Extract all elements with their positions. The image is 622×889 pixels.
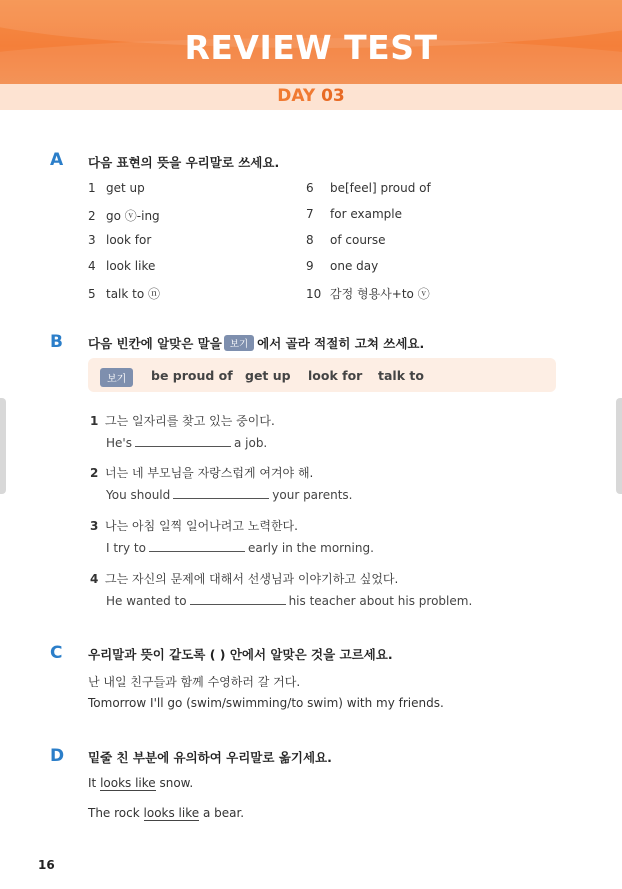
answer-blank[interactable]: [173, 487, 269, 499]
question-number: 2: [90, 466, 99, 480]
sentence-after: your parents.: [272, 488, 353, 502]
list-item: [88, 181, 145, 195]
sentence-post: a bear.: [199, 806, 245, 820]
header-banner: [0, 0, 622, 84]
word-bank-word: get up: [245, 368, 291, 383]
page-title: REVIEW TEST: [184, 28, 438, 67]
sentence-before: I try to: [106, 541, 146, 555]
section-b-letter: B: [50, 332, 63, 352]
underlined-phrase: looks like: [143, 806, 200, 820]
sentence-pre: It: [88, 776, 101, 790]
item-number: 4: [88, 259, 96, 273]
question-korean-text: 나는 아침 일찍 일어나려고 노력한다.: [105, 519, 298, 533]
instruction-pre: 다음 빈칸에 알맞은 말을: [88, 336, 222, 351]
section-c-letter: C: [50, 643, 63, 663]
section-c-english: Tomorrow I'll go (swim/swimming/to swim) with my friends.: [88, 696, 444, 710]
item-text: get up: [106, 181, 145, 195]
list-item: [88, 285, 160, 302]
item-number: 5: [88, 287, 96, 301]
sentence-after: his teacher about his problem.: [288, 594, 473, 608]
answer-blank[interactable]: [149, 540, 245, 552]
answer-blank[interactable]: [135, 435, 231, 447]
list-item: [306, 285, 430, 302]
item-text: be[feel] proud of: [330, 181, 431, 195]
item-text: talk to ⓝ: [106, 287, 161, 301]
question-korean-text: 너는 네 부모님을 자랑스럽게 여겨야 해.: [105, 466, 314, 480]
word-bank-tag: 보기: [100, 368, 133, 387]
bogi-inline-tag: 보기: [224, 335, 254, 351]
question-korean: [90, 570, 398, 587]
sentence-after: early in the morning.: [247, 541, 374, 555]
sentence-after: a job.: [233, 436, 268, 450]
section-a-letter: A: [50, 150, 64, 170]
question-english: [106, 487, 352, 502]
item-text: look like: [106, 259, 156, 273]
word-bank-word: look for: [308, 368, 363, 383]
list-item: [306, 181, 431, 195]
question-korean: [90, 464, 313, 481]
item-number: 8: [306, 233, 314, 247]
instruction-post: 에서 골라 적절히 고쳐 쓰세요.: [257, 336, 425, 351]
item-number: 1: [88, 181, 96, 195]
item-number: 6: [306, 181, 314, 195]
question-english: [106, 593, 472, 608]
question-korean-text: 그는 일자리를 찾고 있는 중이다.: [105, 414, 275, 428]
item-text: go ⓥ-ing: [106, 209, 160, 223]
list-item: [88, 207, 160, 224]
day-prefix: DAY: [277, 86, 316, 106]
list-item: [306, 233, 386, 247]
item-text: look for: [106, 233, 152, 247]
item-number: 9: [306, 259, 314, 273]
section-c-instruction: 우리말과 뜻이 같도록 ( ) 안에서 알맞은 것을 고르세요.: [88, 647, 393, 662]
list-item: [88, 233, 151, 247]
page-edge-tab-left: [0, 398, 6, 494]
sentence-before: You should: [106, 488, 171, 502]
sentence-before: He wanted to: [106, 594, 187, 608]
item-number: 2: [88, 209, 96, 223]
item-text: one day: [330, 259, 379, 273]
question-number: 3: [90, 519, 99, 533]
question-number: 4: [90, 572, 99, 586]
page-number: 16: [38, 858, 55, 872]
section-a-instruction: 다음 표현의 뜻을 우리말로 쓰세요.: [88, 155, 280, 170]
question-english: [106, 540, 374, 555]
question-korean-text: 그는 자신의 문제에 대해서 선생님과 이야기하고 싶었다.: [105, 572, 399, 586]
item-text: of course: [330, 233, 386, 247]
day-label: [0, 86, 622, 106]
question-english: [106, 435, 267, 450]
sentence-post: snow.: [155, 776, 194, 790]
item-text: 감정 형용사+to ⓥ: [330, 287, 430, 301]
day-number: 03: [321, 86, 345, 106]
section-d-letter: D: [50, 746, 65, 766]
answer-blank[interactable]: [190, 593, 286, 605]
page-edge-tab-right: [616, 398, 622, 494]
section-b-instruction: [88, 334, 424, 352]
list-item: [306, 207, 402, 221]
question-korean: [90, 517, 298, 534]
item-text: for example: [330, 207, 402, 221]
list-item: [306, 259, 378, 273]
word-bank-word: be proud of: [151, 368, 233, 383]
underlined-phrase: looks like: [100, 776, 156, 790]
item-number: 7: [306, 207, 314, 221]
section-d-instruction: 밑줄 친 부분에 유의하여 우리말로 옮기세요.: [88, 750, 332, 765]
word-bank-word: talk to: [378, 368, 424, 383]
item-number: 10: [306, 287, 322, 301]
section-d-sentence: [88, 776, 193, 790]
sentence-before: He's: [106, 436, 132, 450]
question-korean: [90, 412, 275, 429]
item-number: 3: [88, 233, 96, 247]
question-number: 1: [90, 414, 99, 428]
sentence-pre: The rock: [88, 806, 144, 820]
section-d-sentence: [88, 806, 244, 820]
section-c-korean: 난 내일 친구들과 함께 수영하러 갈 거다.: [88, 675, 301, 689]
list-item: [88, 259, 155, 273]
